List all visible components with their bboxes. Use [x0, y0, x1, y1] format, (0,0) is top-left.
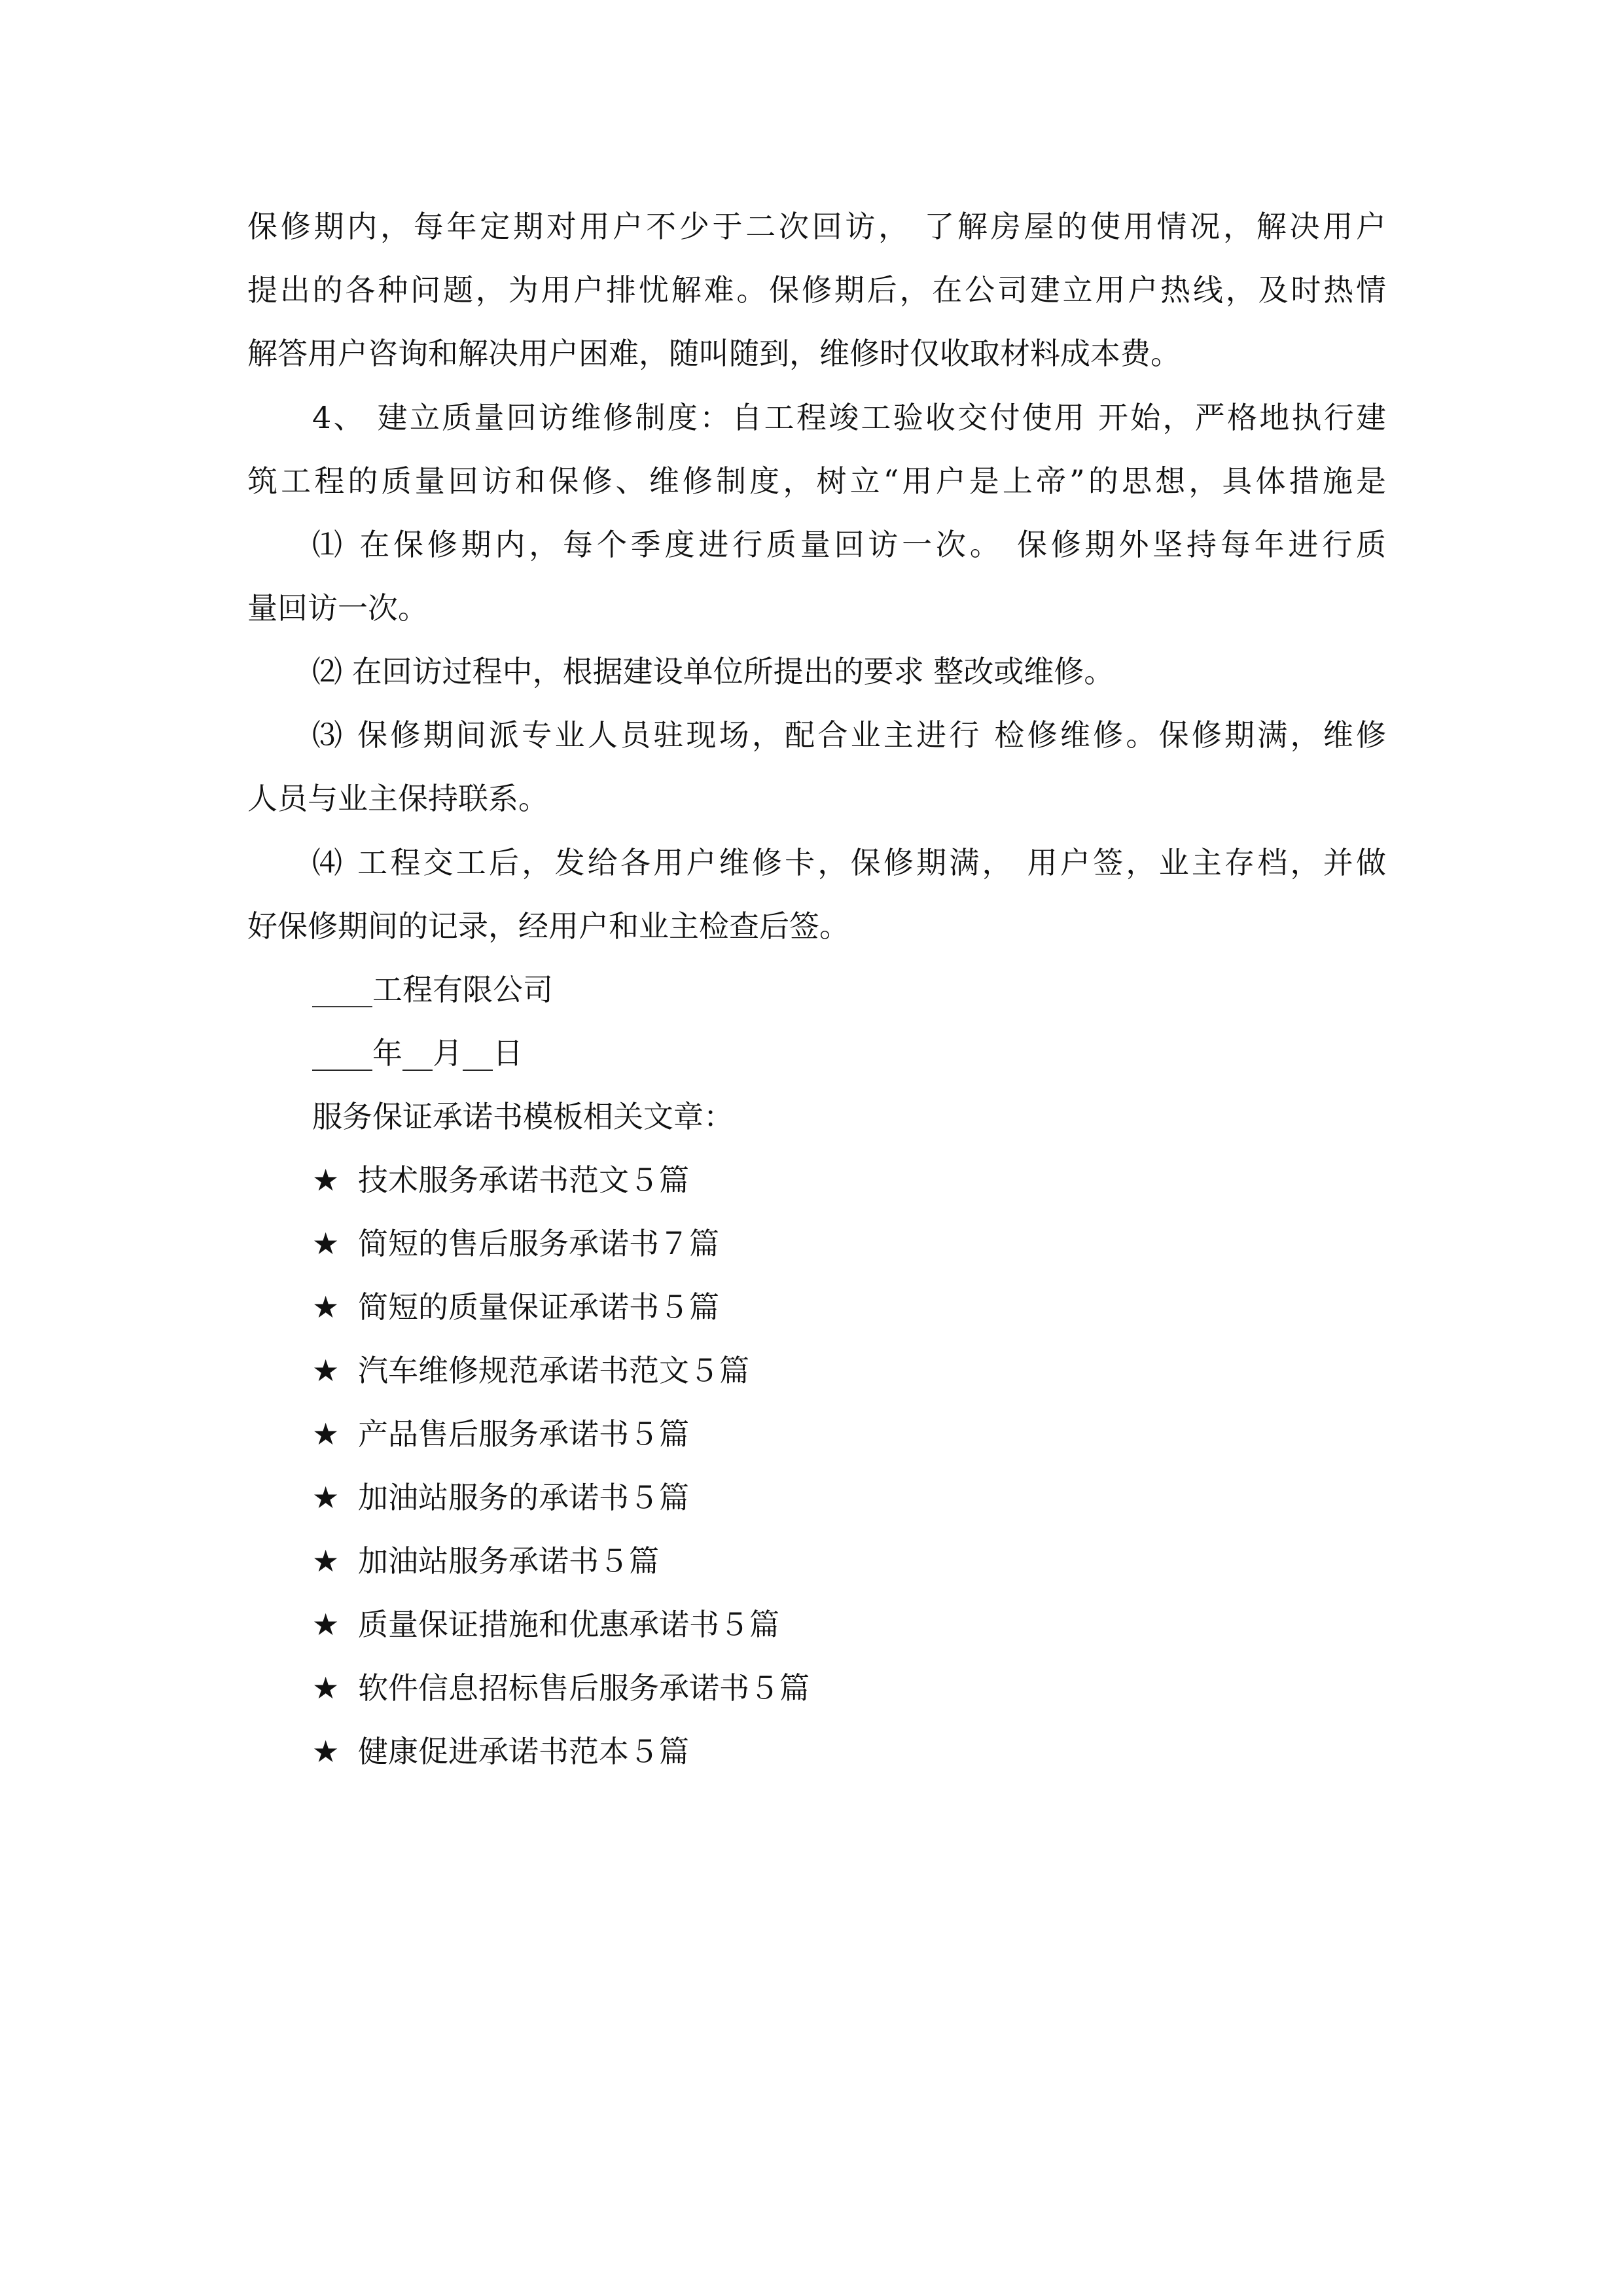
star-icon: ★	[312, 1416, 340, 1452]
paragraph-line: ⑷ 工程交工后，发给各用户维修卡，保修期满， 用户签，业主存档，并做	[312, 845, 1386, 880]
related-link-label: 汽车维修规范承诺书范文５篇	[358, 1353, 749, 1388]
related-link-label: 加油站服务的承诺书５篇	[358, 1480, 689, 1515]
related-link[interactable]	[312, 1160, 1386, 1200]
related-link[interactable]	[312, 1732, 1386, 1771]
paragraph-line: 筑工程的质量回访和保修、维修制度，树立“用户是上帝”的思想，具体措施是	[247, 463, 1386, 499]
star-icon: ★	[312, 1480, 340, 1515]
related-link[interactable]	[312, 1224, 1386, 1263]
related-link[interactable]	[312, 1414, 1386, 1454]
paragraph-line: 解答用户咨询和解决用户困难，随叫随到，维修时仅收取材料成本费。	[247, 336, 1181, 371]
related-heading: 服务保证承诺书模板相关文章：	[312, 1099, 734, 1134]
paragraph-line: 4、 建立质量回访维修制度：自工程竣工验收交付使用 开始，严格地执行建	[312, 400, 1386, 435]
related-link-label: 加油站服务承诺书５篇	[358, 1543, 659, 1579]
related-link-label: 简短的质量保证承诺书５篇	[358, 1289, 719, 1325]
paragraph-line: 好保修期间的记录，经用户和业主检查后签。	[247, 908, 849, 944]
signature-date: ____年__月__日	[312, 1035, 523, 1071]
related-link-label: 简短的售后服务承诺书７篇	[358, 1226, 719, 1261]
paragraph-line: 量回访一次。	[247, 590, 428, 626]
star-icon: ★	[312, 1353, 340, 1388]
star-icon: ★	[312, 1670, 340, 1706]
related-link[interactable]	[312, 1605, 1386, 1644]
related-link[interactable]	[312, 1668, 1386, 1708]
star-icon: ★	[312, 1607, 340, 1642]
star-icon: ★	[312, 1734, 340, 1769]
paragraph-line: ⑵ 在回访过程中，根据建设单位所提出的要求 整改或维修。	[312, 654, 1115, 689]
paragraph-line: 人员与业主保持联系。	[247, 781, 548, 816]
related-link-label: 产品售后服务承诺书５篇	[358, 1416, 689, 1452]
related-link-label: 软件信息招标售后服务承诺书５篇	[358, 1670, 810, 1706]
related-link[interactable]	[312, 1287, 1386, 1327]
related-link[interactable]	[312, 1541, 1386, 1581]
related-link[interactable]	[312, 1351, 1386, 1390]
related-link-label: 健康促进承诺书范本５篇	[358, 1734, 689, 1769]
paragraph-line: ⑴ 在保修期内，每个季度进行质量回访一次。 保修期外坚持每年进行质	[312, 527, 1386, 562]
star-icon: ★	[312, 1162, 340, 1198]
paragraph-line: 保修期内，每年定期对用户不少于二次回访， 了解房屋的使用情况，解决用户	[247, 209, 1386, 244]
paragraph-line: 提出的各种问题，为用户排忧解难。保修期后，在公司建立用户热线，及时热情	[247, 272, 1386, 308]
related-link-label: 技术服务承诺书范文５篇	[358, 1162, 689, 1198]
related-link[interactable]	[312, 1478, 1386, 1517]
star-icon: ★	[312, 1226, 340, 1261]
related-link-label: 质量保证措施和优惠承诺书５篇	[358, 1607, 779, 1642]
star-icon: ★	[312, 1543, 340, 1579]
company-signature: ____工程有限公司	[312, 972, 553, 1007]
paragraph-line: ⑶ 保修期间派专业人员驻现场，配合业主进行 检修维修。保修期满，维修	[312, 717, 1386, 753]
star-icon: ★	[312, 1289, 340, 1325]
